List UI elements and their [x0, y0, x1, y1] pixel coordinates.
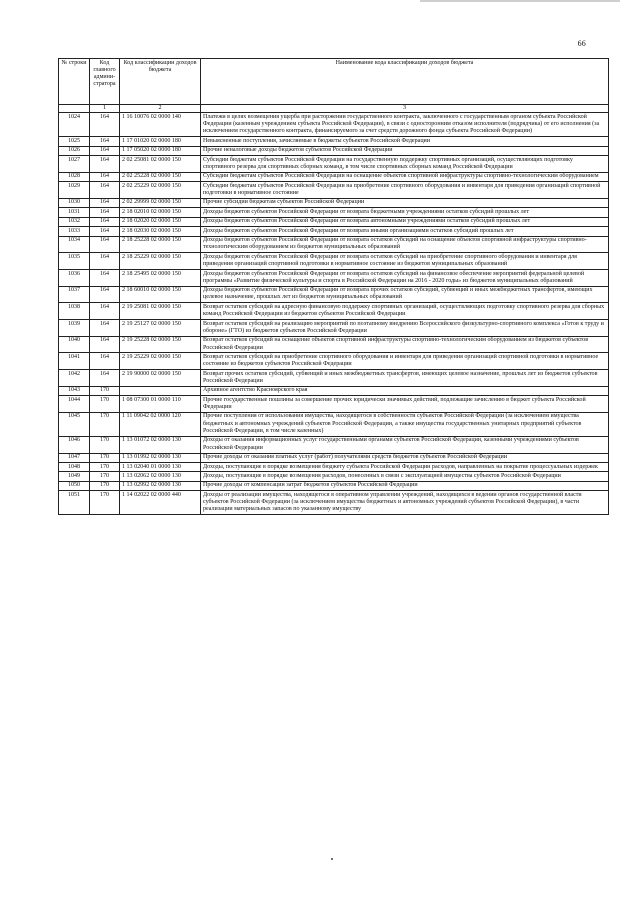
row-classification-code: 2 19 25229 02 0000 150	[120, 353, 201, 370]
row-code-name: Невыясненные поступления, зачисляемые в бюджеты субъектов Российской Федерации	[201, 137, 609, 146]
row-code-name: Доходы бюджетов субъектов Российской Федерации от возврата автономными учреждениями остатков субсидий прошлых лет	[201, 217, 609, 226]
row-number: 1024	[59, 113, 90, 137]
row-code-name: Возврат остатков субсидий на приобретение спортивного оборудования и инвентаря для приведения организаций спортивной подготовки в нормативное состояние из бюджетов субъектов Российской Федерации	[201, 353, 609, 370]
row-admin-code: 170	[90, 412, 120, 436]
table-row	[59, 320, 609, 337]
table-row	[59, 472, 609, 481]
row-code-name: Доходы бюджетов субъектов Российской Федерации от возврата бюджетными учреждениями остатков субсидий прошлых лет	[201, 208, 609, 217]
row-number: 1039	[59, 320, 90, 337]
table-row	[59, 253, 609, 270]
row-code-name: Доходы бюджетов субъектов Российской Федерации от возврата остатков субсидий на оснащение объектов спортивной инфраструктуры спортивно-технологическим оборудованием из бюджетов муниципальных образований	[201, 236, 609, 253]
row-admin-code: 164	[90, 208, 120, 217]
table-row	[59, 412, 609, 436]
row-number: 1042	[59, 370, 90, 387]
row-code-name: Доходы, поступающие в порядке возмещения бюджету субъекта Российской Федерации расходов, направленных на покрытие процессуальных издержек	[201, 462, 609, 471]
table-row	[59, 217, 609, 226]
row-code-name: Прочие неналоговые доходы бюджетов субъектов Российской Федерации	[201, 146, 609, 155]
row-admin-code: 164	[90, 370, 120, 387]
row-admin-code: 164	[90, 269, 120, 286]
row-classification-code: 2 18 02020 02 0000 150	[120, 217, 201, 226]
row-classification-code: 2 18 25495 02 0000 150	[120, 269, 201, 286]
row-admin-code: 170	[90, 472, 120, 481]
row-admin-code: 164	[90, 253, 120, 270]
row-classification-code: 1 17 01020 02 0000 180	[120, 137, 201, 146]
header-row-number: № строки	[59, 59, 90, 105]
row-classification-code: 2 18 60010 02 0000 150	[120, 286, 201, 303]
row-number: 1026	[59, 146, 90, 155]
row-admin-code: 164	[90, 286, 120, 303]
table-row	[59, 146, 609, 155]
row-classification-code: 2 02 25081 02 0000 150	[120, 156, 201, 173]
row-admin-code: 170	[90, 491, 120, 515]
row-admin-code: 164	[90, 113, 120, 137]
table-row	[59, 172, 609, 181]
row-number: 1027	[59, 156, 90, 173]
row-code-name: Прочие государственные пошлины за совершение прочих юридически значимых действий, подлежащие зачислению в бюджет субъекта Российской Федерации	[201, 396, 609, 413]
row-admin-code: 164	[90, 146, 120, 155]
row-classification-code: 2 19 25081 02 0000 150	[120, 303, 201, 320]
table-row	[59, 336, 609, 353]
row-admin-code: 164	[90, 353, 120, 370]
column-index-2: 2	[120, 105, 201, 113]
row-number: 1048	[59, 462, 90, 471]
row-classification-code: 1 11 09042 02 0000 120	[120, 412, 201, 436]
row-code-name: Возврат остатков субсидий на адресную финансовую поддержку спортивных организаций, осуществляющих подготовку спортивного резерва для сборных команд Российской Федерации из бюджетов субъектов Российской Федерации	[201, 303, 609, 320]
row-admin-code: 164	[90, 217, 120, 226]
row-classification-code: 2 02 29999 02 0000 150	[120, 198, 201, 207]
row-classification-code: 2 02 25228 02 0000 150	[120, 172, 201, 181]
row-number: 1036	[59, 269, 90, 286]
row-number: 1040	[59, 336, 90, 353]
row-code-name: Субсидии бюджетам субъектов Российской Федерации на оснащение объектов спортивной инфраструктуры спортивно-технологическим оборудованием	[201, 172, 609, 181]
row-code-name: Прочие доходы от оказания платных услуг (работ) получателями средств бюджетов субъектов Российской Федерации	[201, 453, 609, 462]
table-body	[59, 113, 609, 515]
row-number: 1051	[59, 491, 90, 515]
row-code-name: Доходы бюджетов субъектов Российской Федерации от возврата иными организациями остатков субсидий прошлых лет	[201, 227, 609, 236]
row-number: 1032	[59, 217, 90, 226]
row-classification-code: 2 02 25229 02 0000 150	[120, 182, 201, 199]
row-number: 1028	[59, 172, 90, 181]
row-admin-code: 170	[90, 386, 120, 395]
table-row	[59, 453, 609, 462]
row-code-empty	[120, 386, 201, 395]
header-admin-code: Код главного админи-стратора	[90, 59, 120, 105]
table-row	[59, 481, 609, 490]
row-classification-code: 2 19 25228 02 0000 150	[120, 336, 201, 353]
row-number: 1043	[59, 386, 90, 395]
row-admin-code: 170	[90, 396, 120, 413]
row-classification-code: 1 13 01992 02 0000 130	[120, 453, 201, 462]
row-number: 1045	[59, 412, 90, 436]
table-row	[59, 436, 609, 453]
row-number: 1035	[59, 253, 90, 270]
row-admin-code: 170	[90, 462, 120, 471]
table-row	[59, 113, 609, 137]
column-index-blank	[59, 105, 90, 113]
table-row	[59, 370, 609, 387]
row-admin-code: 164	[90, 336, 120, 353]
page-number: 66	[577, 39, 586, 48]
table-row	[59, 208, 609, 217]
table-row	[59, 396, 609, 413]
table-row	[59, 353, 609, 370]
row-admin-code: 164	[90, 172, 120, 181]
header-classification-code: Код классификации доходов бюджета	[120, 59, 201, 105]
row-code-name: Возврат остатков субсидий на оснащение объектов спортивной инфраструктуры спортивно-технологическим оборудованием из бюджетов субъектов Российской Федерации	[201, 336, 609, 353]
row-admin-code: 170	[90, 481, 120, 490]
row-code-name: Прочие субсидии бюджетам субъектов Российской Федерации	[201, 198, 609, 207]
table-row	[59, 137, 609, 146]
row-admin-code: 164	[90, 227, 120, 236]
row-admin-code: 170	[90, 436, 120, 453]
row-classification-code: 1 14 02022 02 0000 440	[120, 491, 201, 515]
budget-classification-table	[58, 58, 609, 515]
table-row	[59, 227, 609, 236]
row-number: 1050	[59, 481, 90, 490]
row-admin-code: 164	[90, 303, 120, 320]
row-admin-code: 164	[90, 137, 120, 146]
row-code-name: Доходы от реализации имущества, находящегося в оперативном управлении учреждений, находящихся в ведении органов государственной власти субъектов Российской Федерации (за исключением имущества бюджетных и автономных учреждений субъектов Российской Федерации), в части реализации материальных запасов по указанному имуществу	[201, 491, 609, 515]
row-classification-code: 2 18 02010 02 0000 150	[120, 208, 201, 217]
row-code-name: Возврат прочих остатков субсидий, субвенций и иных межбюджетных трансфертов, имеющих целевое назначение, прошлых лет из бюджетов субъектов Российской Федерации	[201, 370, 609, 387]
row-code-name: Доходы бюджетов субъектов Российской Федерации от возврата остатков субсидий на приобретение спортивного оборудования и инвентаря для приведения организаций спортивной подготовки в нормативное состояние из бюджетов муниципальных образований	[201, 253, 609, 270]
row-number: 1037	[59, 286, 90, 303]
row-admin-code: 170	[90, 453, 120, 462]
table-row	[59, 491, 609, 515]
row-number: 1033	[59, 227, 90, 236]
scan-edge-line	[420, 0, 620, 2]
row-code-name: Прочие поступления от использования имущества, находящегося в собственности субъектов Российской Федерации (за исключением имущества бюджетных и автономных учреждений субъектов Российской Федерации, а также имущества государственных унитарных предприятий субъектов Российской Федерации, в том числе казенных)	[201, 412, 609, 436]
table-row	[59, 182, 609, 199]
row-code-name: Субсидии бюджетам субъектов Российской Федерации на приобретение спортивного оборудования и инвентаря для приведения организаций спортивной подготовки в нормативное состояние	[201, 182, 609, 199]
row-admin-code: 164	[90, 198, 120, 207]
row-number: 1038	[59, 303, 90, 320]
table-row	[59, 386, 609, 395]
table-row	[59, 236, 609, 253]
row-admin-code: 164	[90, 156, 120, 173]
row-number: 1041	[59, 353, 90, 370]
row-code-name: Доходы от оказания информационных услуг государственными органами субъектов Российской Федерации, казенными учреждениями субъектов Российской Федерации	[201, 436, 609, 453]
row-classification-code: 2 18 25229 02 0000 150	[120, 253, 201, 270]
row-classification-code: 1 08 07300 01 0000 110	[120, 396, 201, 413]
row-classification-code: 1 13 02040 01 0000 130	[120, 462, 201, 471]
table-row	[59, 462, 609, 471]
row-number: 1029	[59, 182, 90, 199]
header-code-name: Наименование кода классификации доходов бюджета	[201, 59, 609, 105]
row-code-name: Доходы бюджетов субъектов Российской Федерации от возврата прочих остатков субсидий, субвенций и иных межбюджетных трансфертов, имеющих целевое назначение, прошлых лет из бюджетов муниципальных образований	[201, 286, 609, 303]
row-code-name: Доходы бюджетов субъектов Российской Федерации от возврата остатков субсидий на финансовое обеспечение мероприятий федеральной целевой программы «Развитие физической культуры и спорта в Российской Федерации на 2016 - 2020 годы» из бюджетов муниципальных образований	[201, 269, 609, 286]
row-classification-code: 1 17 05020 02 0000 180	[120, 146, 201, 155]
row-classification-code: 1 13 02062 02 0000 130	[120, 472, 201, 481]
row-number: 1044	[59, 396, 90, 413]
scan-speck	[331, 858, 333, 860]
row-classification-code: 1 16 10076 02 0000 140	[120, 113, 201, 137]
row-number: 1034	[59, 236, 90, 253]
table-row	[59, 303, 609, 320]
row-number: 1046	[59, 436, 90, 453]
row-classification-code: 2 18 25228 02 0000 150	[120, 236, 201, 253]
table-row	[59, 286, 609, 303]
row-number: 1031	[59, 208, 90, 217]
row-number: 1025	[59, 137, 90, 146]
row-classification-code: 2 19 25127 02 0000 150	[120, 320, 201, 337]
row-admin-code: 164	[90, 182, 120, 199]
table-row	[59, 269, 609, 286]
row-number: 1049	[59, 472, 90, 481]
table-row	[59, 198, 609, 207]
row-number: 1030	[59, 198, 90, 207]
row-code-name: Возврат остатков субсидий на реализацию мероприятий по поэтапному внедрению Всероссийского физкультурно-спортивного комплекса «Готов к труду и обороне» (ГТО) из бюджетов субъектов Российской Федерации	[201, 320, 609, 337]
row-admin-code: 164	[90, 236, 120, 253]
row-code-name: Субсидии бюджетам субъектов Российской Федерации на государственную поддержку спортивных организаций, осуществляющих подготовку спортивного резерва для спортивных сборных команд, в том числе спортивных сборных команд Российской Федерации	[201, 156, 609, 173]
row-classification-code: 2 19 90000 02 0000 150	[120, 370, 201, 387]
row-classification-code: 1 13 02992 02 0000 130	[120, 481, 201, 490]
row-code-name: Платежи в целях возмещения ущерба при расторжении государственного контракта, заключенного с государственным органом субъекта Российской Федерации (казенным учреждением субъекта Российской Федерации), в связи с односторонним отказом исполнителя (подрядчика) от его исполнения (за исключением государственного контракта, финансируемого за счет средств дорожного фонда субъекта Российской Федерации)	[201, 113, 609, 137]
row-classification-code: 2 18 02030 02 0000 150	[120, 227, 201, 236]
column-index-3: 3	[201, 105, 609, 113]
row-code-name: Прочие доходы от компенсации затрат бюджетов субъектов Российской Федерации	[201, 481, 609, 490]
row-admin-code: 164	[90, 320, 120, 337]
row-section-title: Архивное агентство Красноярского края	[201, 386, 609, 395]
column-index-1: 1	[90, 105, 120, 113]
row-code-name: Доходы, поступающие в порядке возмещения расходов, понесенных в связи с эксплуатацией имущества субъектов Российской Федерации	[201, 472, 609, 481]
row-classification-code: 1 13 01072 02 0000 130	[120, 436, 201, 453]
row-number: 1047	[59, 453, 90, 462]
table-row	[59, 156, 609, 173]
